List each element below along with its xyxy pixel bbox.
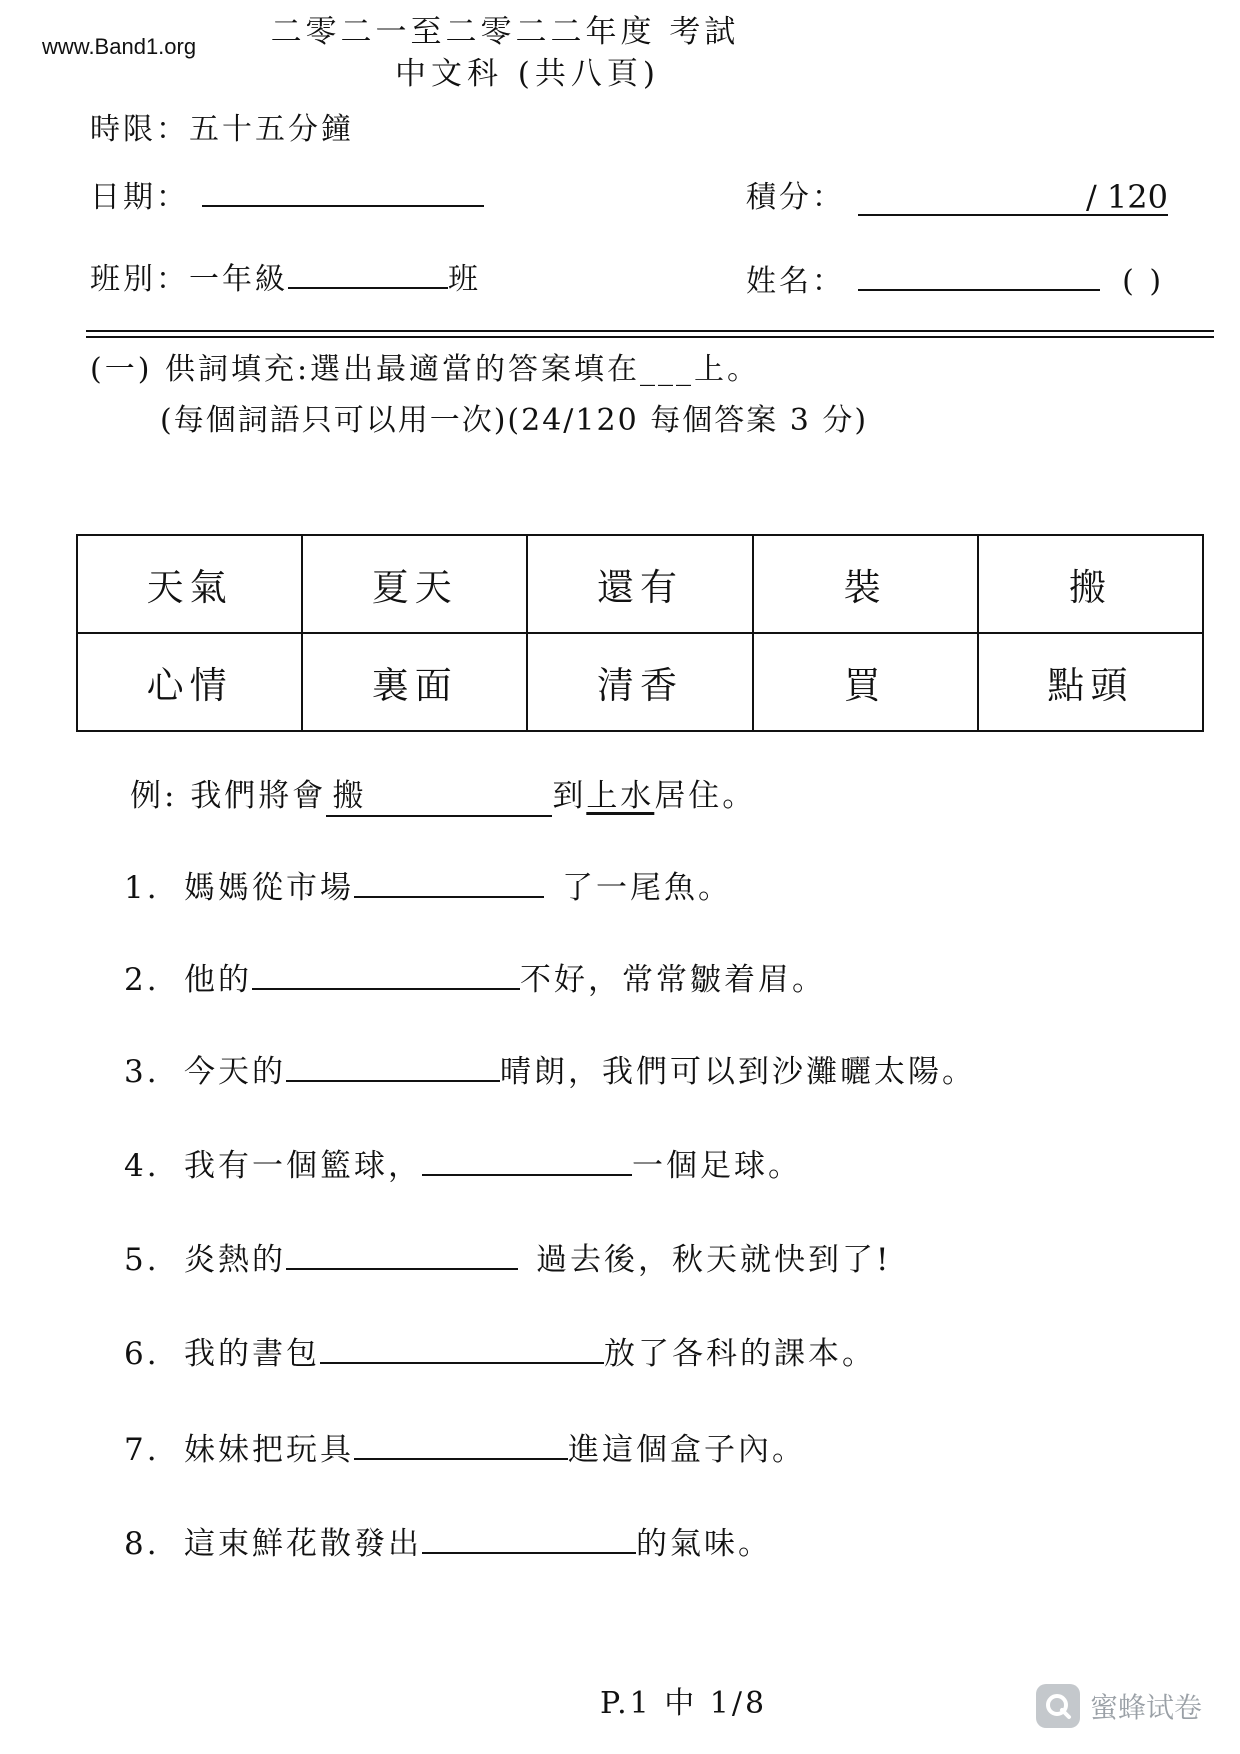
example-prefix: 例:	[130, 778, 178, 814]
word-bank-cell: 心情	[77, 633, 302, 731]
section-title: (一) 供詞填充:選出最適當的答案填在___上。	[90, 352, 761, 387]
question-text-after: 不好，常常皺着眉。	[520, 962, 826, 998]
question-text-after: 進這個盒子內。	[568, 1432, 806, 1468]
answer-blank[interactable]	[286, 1240, 518, 1270]
example-after-a: 到	[552, 778, 587, 814]
score-label: 積分：	[746, 180, 845, 215]
word-bank-cell: 裝	[753, 535, 978, 633]
word-bank-row	[77, 633, 1203, 731]
question-text-before: 我有一個籃球，	[184, 1148, 422, 1184]
watermark-logo-icon	[1036, 1684, 1080, 1728]
word-bank-cell: 買	[753, 633, 978, 731]
page-footer: P.1 中 1/8	[600, 1686, 768, 1721]
question-5	[124, 1234, 891, 1279]
question-7	[124, 1424, 806, 1469]
example-sentence	[130, 770, 756, 817]
answer-blank[interactable]	[422, 1524, 636, 1554]
name-row	[746, 256, 1164, 300]
exam-title: 二零二一至二零二二年度 考試	[270, 14, 740, 50]
word-bank-cell: 裏面	[302, 633, 527, 731]
word-bank-cell: 搬	[978, 535, 1203, 633]
word-bank-cell: 天氣	[77, 535, 302, 633]
word-bank-cell: 清香	[527, 633, 752, 731]
name-label: 姓名：	[746, 264, 845, 299]
class-field[interactable]	[288, 257, 448, 289]
question-number: 1.	[124, 870, 160, 906]
answer-blank[interactable]	[252, 960, 520, 990]
date-label: 日期：	[90, 180, 189, 215]
question-text-before: 炎熱的	[184, 1242, 286, 1278]
time-label: 時限：	[90, 112, 189, 147]
question-text-after: 了一尾魚。	[562, 870, 732, 906]
question-number: 2.	[124, 962, 160, 998]
question-3	[124, 1046, 976, 1091]
question-number: 8.	[124, 1526, 160, 1562]
header-divider	[86, 330, 1214, 332]
class-number-bracket: ( )	[1122, 264, 1165, 299]
question-text-before: 媽媽從市場	[184, 870, 354, 906]
example-after-b: 居住。	[654, 778, 757, 814]
subject-title: 中文科 (共八頁)	[394, 56, 660, 92]
watermark-text: 蜜蜂试卷	[1090, 1692, 1203, 1723]
question-text-before: 他的	[184, 962, 252, 998]
score-total: / 120	[1085, 178, 1168, 216]
answer-blank[interactable]	[354, 868, 544, 898]
question-1	[124, 862, 732, 907]
question-8	[124, 1518, 772, 1563]
question-text-after: 放了各科的課本。	[604, 1336, 876, 1372]
example-before: 我們將會	[190, 778, 327, 814]
header-divider-second	[86, 336, 1214, 338]
question-6	[124, 1328, 876, 1373]
word-bank-cell: 夏天	[302, 535, 527, 633]
question-2	[124, 954, 826, 999]
section-instructions: (每個詞語只可以用一次)(24/120 每個答案 3 分)	[160, 403, 869, 438]
word-bank-row	[77, 535, 1203, 633]
site-url: www.Band1.org	[42, 34, 197, 59]
example-answer: 搬	[326, 770, 552, 817]
class-suffix: 班	[448, 262, 481, 297]
question-text-before: 這束鮮花散發出	[184, 1526, 422, 1562]
question-number: 4.	[124, 1148, 160, 1184]
answer-blank[interactable]	[354, 1430, 568, 1460]
watermark	[1036, 1684, 1202, 1728]
date-field[interactable]	[202, 175, 484, 207]
class-row	[90, 254, 481, 298]
question-text-after: 過去後，秋天就快到了!	[536, 1242, 892, 1278]
score-field[interactable]	[858, 178, 1168, 216]
question-number: 7.	[124, 1432, 160, 1468]
time-limit-row	[90, 104, 354, 148]
question-4	[124, 1140, 802, 1185]
question-text-after: 的氣味。	[636, 1526, 772, 1562]
word-bank-cell: 點頭	[978, 633, 1203, 731]
answer-blank[interactable]	[320, 1334, 604, 1364]
time-value: 五十五分鐘	[189, 112, 354, 147]
question-number: 6.	[124, 1336, 160, 1372]
word-bank-cell: 還有	[527, 535, 752, 633]
question-text-before: 今天的	[184, 1054, 286, 1090]
date-row	[90, 172, 484, 216]
question-text-before: 妹妹把玩具	[184, 1432, 354, 1468]
name-field[interactable]	[858, 259, 1100, 291]
word-bank-table	[76, 534, 1204, 732]
question-number: 3.	[124, 1054, 160, 1090]
question-text-before: 我的書包	[184, 1336, 320, 1372]
answer-blank[interactable]	[286, 1052, 500, 1082]
question-text-after: 晴朗，我們可以到沙灘曬太陽。	[500, 1054, 976, 1090]
example-place: 上水	[586, 778, 655, 814]
class-label: 班別：	[90, 262, 189, 297]
question-text-after: 一個足球。	[632, 1148, 802, 1184]
class-prefix: 一年級	[189, 262, 288, 297]
answer-blank[interactable]	[422, 1146, 632, 1176]
question-number: 5.	[124, 1242, 160, 1278]
